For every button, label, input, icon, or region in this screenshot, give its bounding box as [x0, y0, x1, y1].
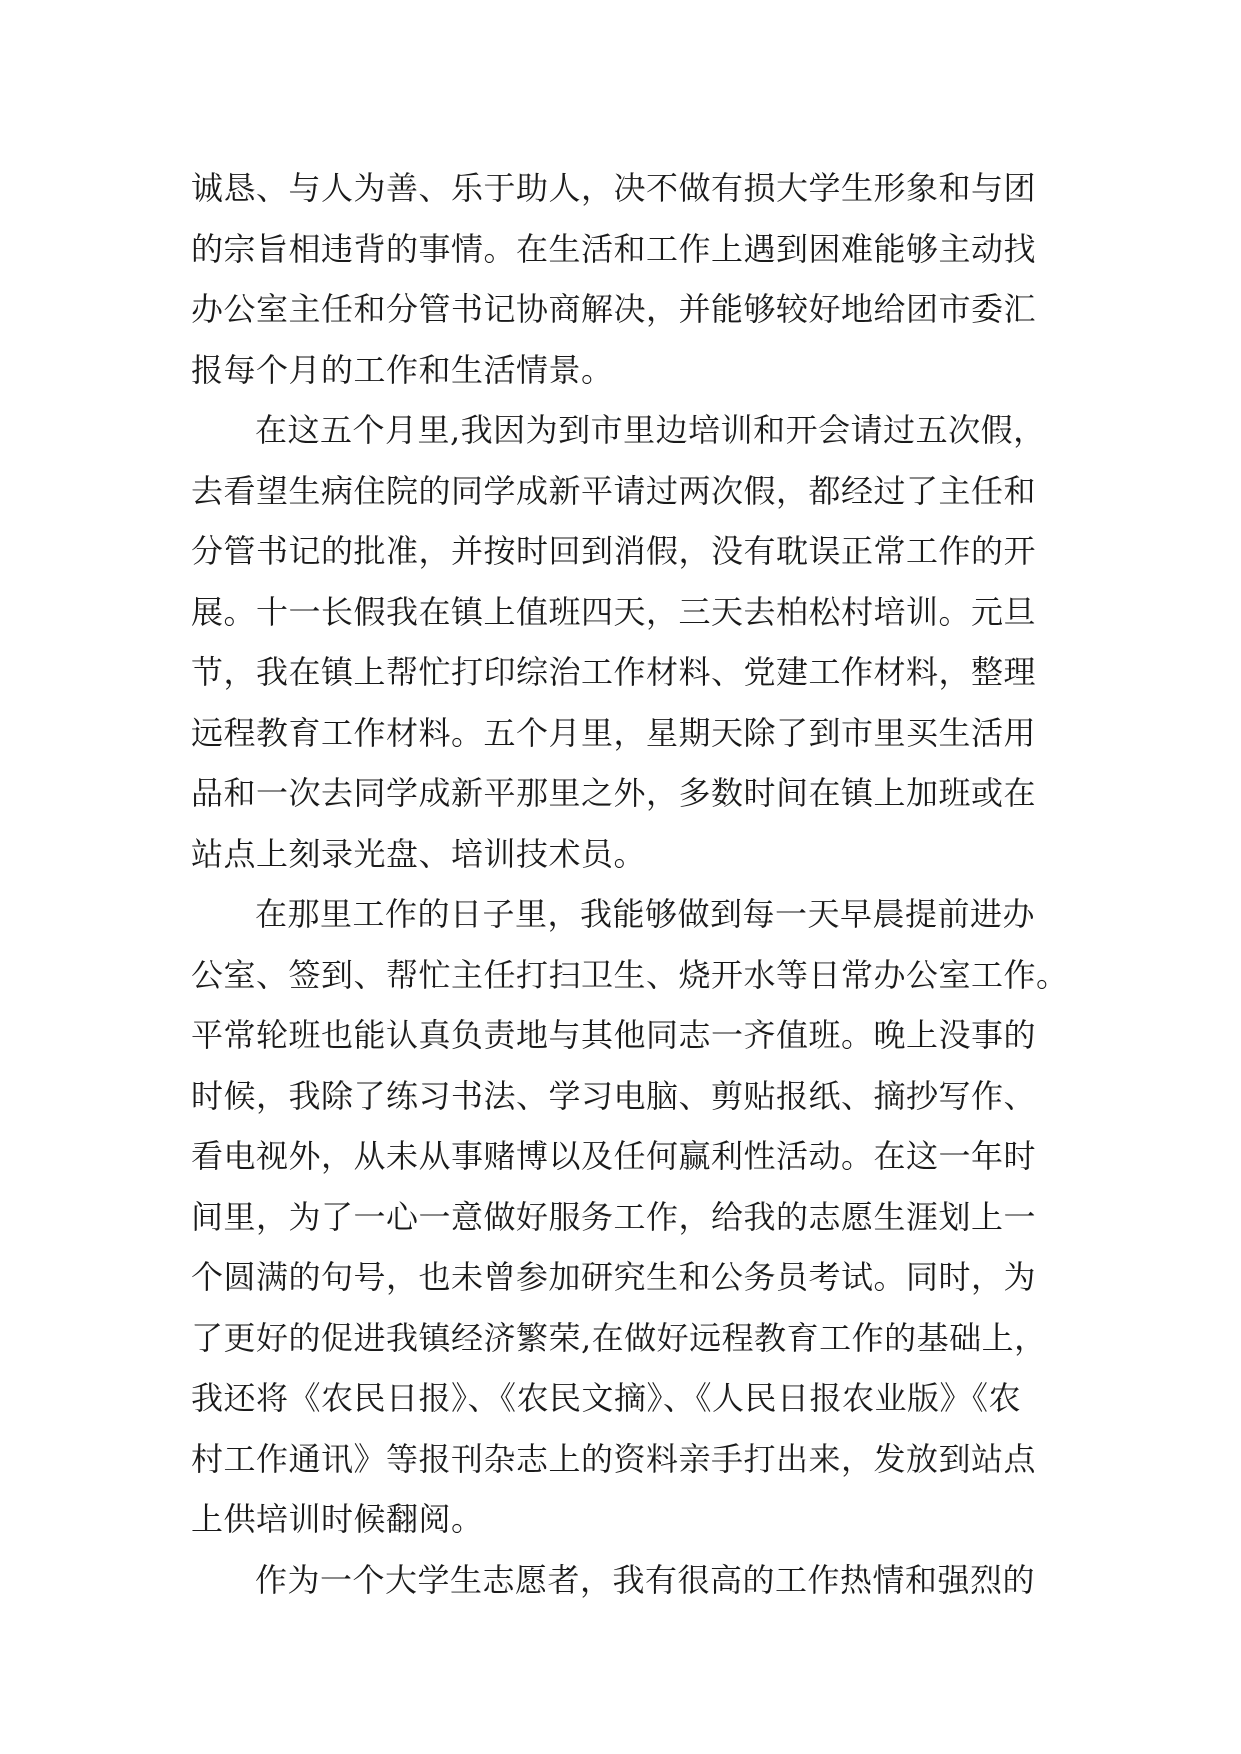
paragraph-line: 公室、签到、帮忙主任打扫卫生、烧开水等日常办公室工作。 [191, 955, 1069, 994]
paragraph-line: 我还将《农民日报》、《农民文摘》、《人民日报农业版》《农 [191, 1379, 1022, 1417]
paragraph-line: 去看望生病住院的同学成新平请过两次假，都经过了主任和 [191, 471, 1037, 510]
paragraph-line: 站点上刻录光盘、培训技术员。 [191, 834, 647, 873]
paragraph-line: 村工作通讯》等报刊杂志上的资料亲手打出来，发放到站点 [191, 1439, 1037, 1478]
paragraph-line: 时候，我除了练习书法、学习电脑、剪贴报纸、摘抄写作、 [191, 1076, 1037, 1115]
paragraph-line: 远程教育工作材料。五个月里，星期天除了到市里买生活用 [191, 713, 1037, 752]
paragraph-line: 诚恳、与人为善、乐于助人，决不做有损大学生形象和与团 [191, 169, 1037, 207]
document-body [191, 158, 1069, 1610]
paragraph-line: 的宗旨相违背的事情。在生活和工作上遇到困难能够主动找 [191, 229, 1037, 268]
paragraph-line: 看电视外，从未从事赌博以及任何赢利性活动。在这一年时 [191, 1137, 1037, 1175]
paragraph-first-line: 作为一个大学生志愿者，我有很高的工作热情和强烈的 [255, 1560, 1036, 1599]
paragraph-line: 办公室主任和分管书记协商解决，并能够较好地给团市委汇 [191, 290, 1037, 328]
paragraph-first-line: 在这五个月里,我因为到市里边培训和开会请过五次假， [255, 411, 1046, 449]
paragraph-line: 个圆满的句号，也未曾参加研究生和公务员考试。同时，为 [191, 1258, 1037, 1296]
paragraph-line: 上供培训时候翻阅。 [191, 1500, 484, 1538]
paragraph-line: 展。十一长假我在镇上值班四天，三天去柏松村培训。元旦 [191, 592, 1037, 631]
paragraph-line: 分管书记的批准，并按时回到消假，没有耽误正常工作的开 [191, 532, 1037, 570]
paragraph-line: 平常轮班也能认真负责地与其他同志一齐值班。晚上没事的 [191, 1016, 1037, 1054]
paragraph-line: 了更好的促进我镇经济繁荣,在做好远程教育工作的基础上， [191, 1318, 1047, 1357]
paragraph-first-line: 在那里工作的日子里，我能够做到每一天早晨提前进办 [255, 895, 1036, 933]
paragraph-line: 品和一次去同学成新平那里之外，多数时间在镇上加班或在 [191, 774, 1037, 812]
paragraph-line: 间里，为了一心一意做好服务工作，给我的志愿生涯划上一 [191, 1197, 1037, 1236]
paragraph-line: 报每个月的工作和生活情景。 [191, 350, 614, 389]
paragraph-line: 节，我在镇上帮忙打印综治工作材料、党建工作材料，整理 [191, 653, 1037, 691]
